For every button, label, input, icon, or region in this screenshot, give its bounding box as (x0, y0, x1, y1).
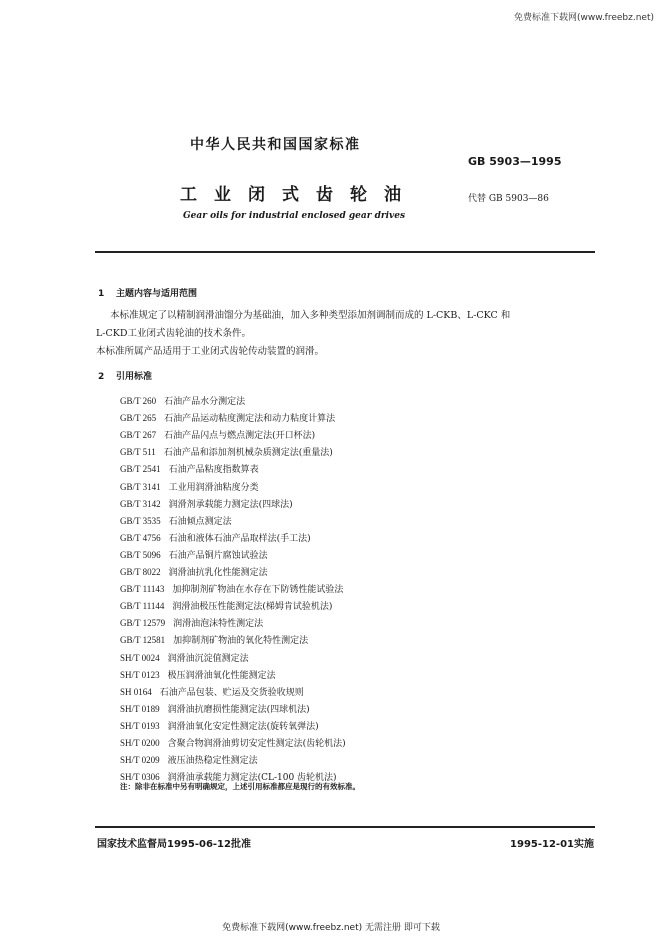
reference-item (120, 685, 304, 698)
approval-date: 国家技术监督局1995-06-12批准 (97, 839, 251, 850)
reference-code: SH/T 0024 (120, 652, 160, 663)
reference-item (120, 394, 245, 407)
replaces-note: 代替 GB 5903—86 (468, 194, 549, 204)
reference-title: 石油产品运动粘度测定法和动力粘度计算法 (164, 414, 336, 425)
header-divider (95, 251, 595, 253)
reference-item (120, 531, 311, 544)
reference-code: GB/T 260 (120, 396, 157, 406)
reference-code: GB/T 3142 (120, 498, 161, 509)
section-2-number: 2 (98, 372, 105, 382)
reference-code: GB/T 267 (120, 430, 157, 441)
standard-code: GB 5903—1995 (468, 155, 562, 168)
reference-title: 润滑油氧化安定性测定法(旋转氧弹法) (167, 721, 319, 732)
reference-title: 加抑制剂矿物油在水存在下防锈性能试验法 (172, 585, 344, 596)
reference-item (120, 668, 276, 681)
reference-title: 石油产品闪点与燃点测定法(开口杯法) (164, 431, 316, 442)
reference-title: 石油产品水分测定法 (164, 397, 246, 407)
section-1-title: 主题内容与适用范围 (116, 289, 198, 299)
reference-code: SH/T 0123 (120, 669, 160, 680)
document-title: 工业闭式齿轮油 (180, 185, 418, 205)
footer-divider (95, 826, 595, 828)
reference-title: 石油产品包装、贮运及交货验收规则 (159, 687, 304, 698)
reference-title: 石油和液体石油产品取样法(手工法) (168, 533, 311, 544)
section-1-number: 1 (98, 289, 105, 299)
reference-code: GB/T 3535 (120, 515, 161, 526)
reference-item (120, 753, 258, 766)
reference-title: 润滑油抗磨损性能测定法(四球机法) (167, 704, 310, 715)
reference-code: GB/T 8022 (120, 567, 161, 577)
reference-item (120, 411, 335, 424)
reference-item (120, 736, 346, 749)
reference-item (120, 582, 343, 595)
reference-code: GB/T 11144 (120, 601, 165, 612)
reference-title: 石油倾点测定法 (168, 516, 232, 527)
reference-item (120, 599, 332, 612)
reference-title: 润滑剂承载能力测定法(四球法) (168, 499, 293, 510)
reference-note: 注：除非在标准中另有明确规定，上述引用标准都应是现行的有效标准。 (120, 782, 360, 791)
reference-title: 石油产品铜片腐蚀试验法 (168, 550, 268, 561)
reference-title: 石油产品粘度指数算表 (168, 465, 259, 476)
implementation-date: 1995-12-01实施 (510, 839, 594, 850)
reference-code: GB/T 12579 (120, 618, 166, 629)
reference-code: GB/T 511 (120, 447, 156, 458)
section-2-heading (98, 369, 152, 382)
reference-title: 极压润滑油氧化性能测定法 (167, 670, 276, 681)
reference-code: SH 0164 (120, 686, 152, 697)
watermark-bottom: 免费标准下载网(www.freebz.net) 无需注册 即可下载 (222, 923, 440, 933)
reference-item (120, 633, 308, 646)
reference-title: 含聚合物润滑油剪切安定性测定法(齿轮机法) (167, 739, 346, 749)
reference-title: 液压油热稳定性测定法 (167, 756, 258, 767)
reference-title: 润滑油沉淀值测定法 (167, 653, 249, 664)
reference-item (120, 651, 249, 664)
section-1-paragraph-line: L-CKD工业闭式齿轮油的技术条件。 (96, 328, 252, 339)
reference-code: GB/T 11143 (120, 584, 165, 595)
reference-code: GB/T 12581 (120, 635, 166, 646)
reference-title: 加抑制剂矿物油的氧化特性测定法 (173, 636, 309, 647)
section-2-title: 引用标准 (116, 372, 153, 382)
reference-title: 工业用润滑油粘度分类 (168, 482, 259, 493)
reference-title: 润滑油承载能力测定法(CL-100 齿轮机法) (167, 773, 337, 784)
reference-code: SH/T 0189 (120, 703, 160, 714)
reference-title: 石油产品和添加剂机械杂质测定法(重量法) (163, 448, 333, 459)
reference-item (120, 616, 263, 629)
reference-item (120, 514, 232, 527)
reference-title: 润滑油抗乳化性能测定法 (168, 568, 268, 578)
reference-item (120, 480, 259, 493)
reference-item (120, 462, 259, 475)
reference-item (120, 445, 333, 458)
reference-item (120, 497, 293, 510)
reference-item (120, 548, 268, 561)
reference-item (120, 719, 319, 732)
reference-code: GB/T 265 (120, 413, 157, 424)
reference-title: 润滑油泡沫特性测定法 (173, 619, 264, 630)
reference-code: SH/T 0306 (120, 772, 160, 783)
reference-code: GB/T 4756 (120, 532, 161, 543)
reference-code: GB/T 2541 (120, 464, 161, 475)
reference-code: SH/T 0193 (120, 720, 160, 731)
reference-code: GB/T 5096 (120, 549, 161, 560)
watermark-top: 免费标准下载网(www.freebz.net) (514, 13, 654, 23)
section-1-paragraph-line: 本标准所属产品适用于工业闭式齿轮传动装置的润滑。 (96, 346, 325, 357)
section-1-paragraph-line: 本标准规定了以精制润滑油馏分为基础油，加入多种类型添加剂调制而成的 L-CKB、L-CKC 和 (110, 310, 511, 321)
reference-item (120, 565, 268, 578)
english-title: Gear oils for industrial enclosed gear drives (183, 211, 406, 221)
reference-code: GB/T 3141 (120, 481, 161, 492)
reference-item (120, 702, 310, 715)
reference-code: SH/T 0200 (120, 738, 160, 748)
national-standard-heading: 中华人民共和国国家标准 (190, 137, 361, 153)
reference-item (120, 428, 315, 441)
section-1-heading (98, 286, 197, 299)
reference-code: SH/T 0209 (120, 755, 160, 766)
reference-title: 润滑油极压性能测定法(梯姆肯试验机法) (172, 602, 333, 613)
